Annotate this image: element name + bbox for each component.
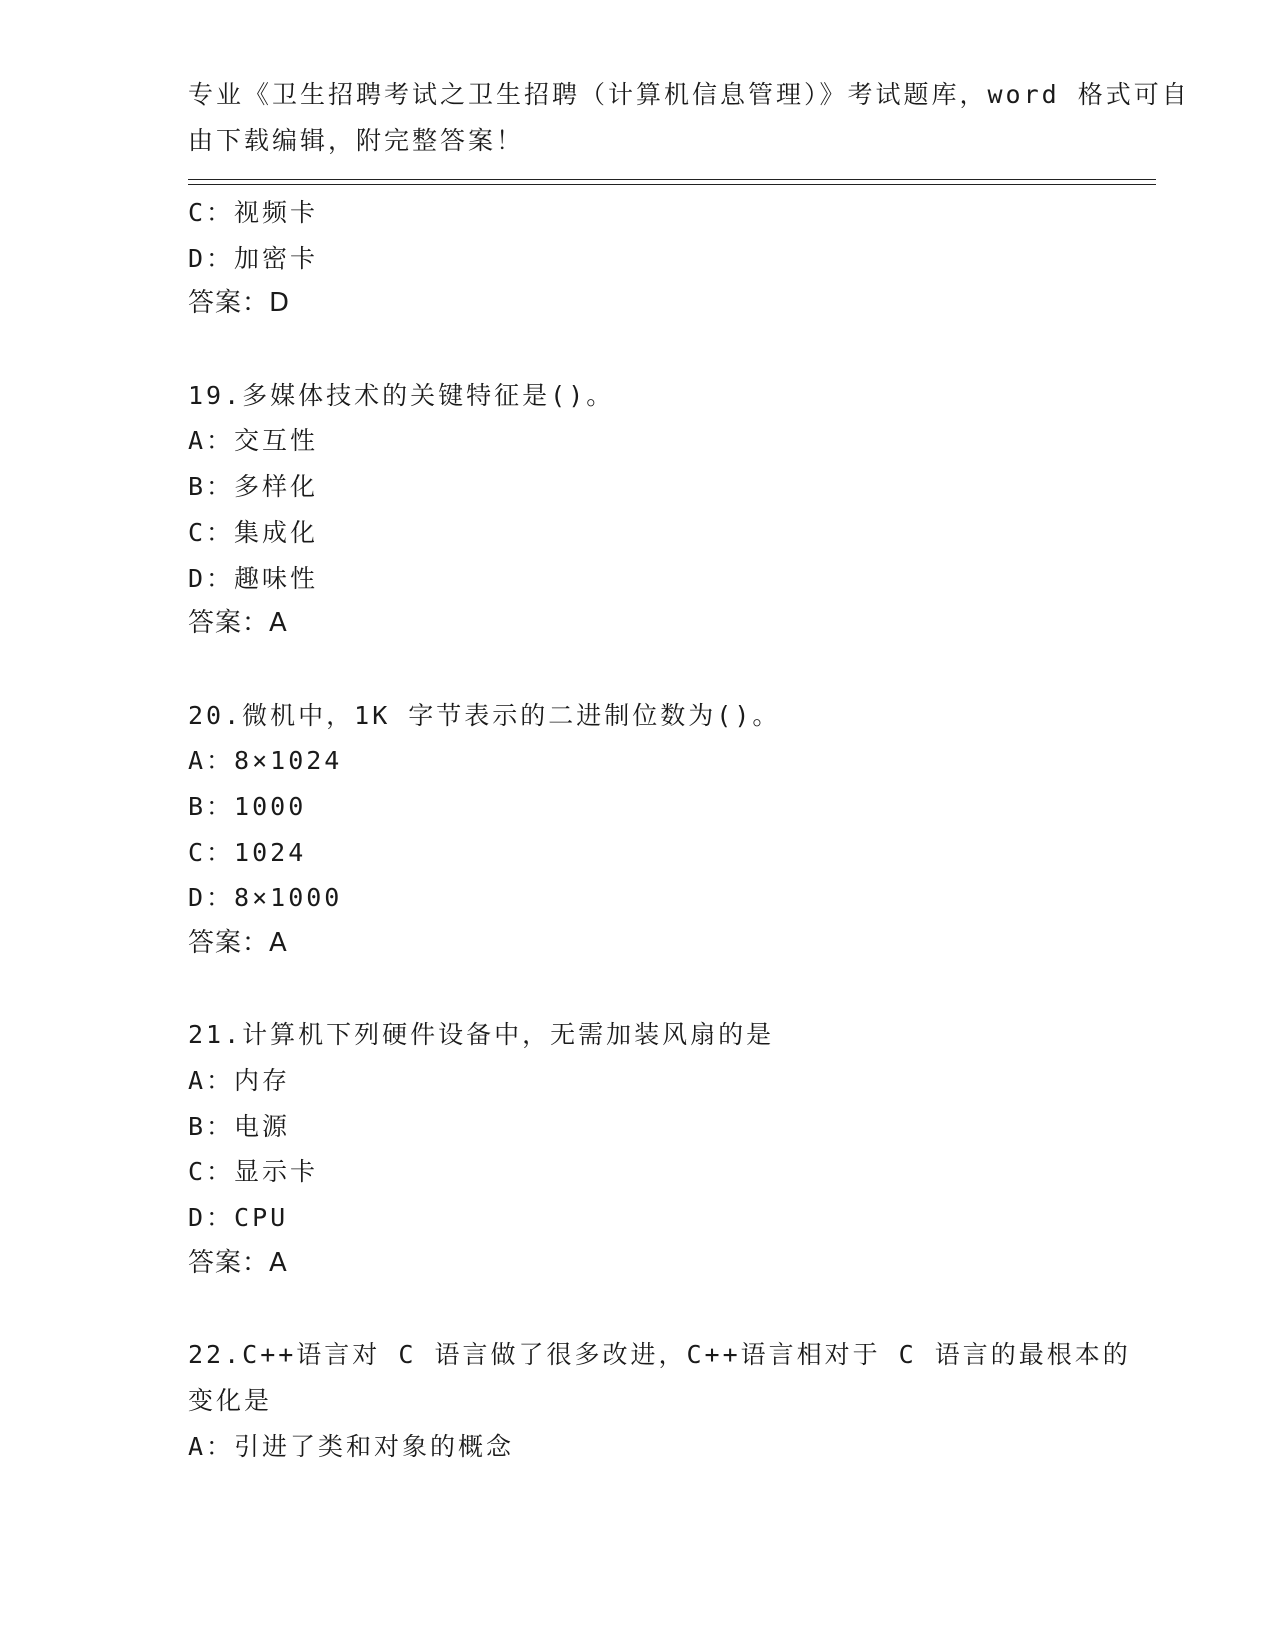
document-header [188, 72, 1190, 163]
question-block-21 [188, 1012, 1088, 1286]
question-text-line-1: 22.C++语言对 C 语言做了很多改进，C++语言相对于 C 语言的最根本的 [188, 1340, 1131, 1370]
header-divider-top [188, 179, 1156, 180]
option-a: A：8×1024 [188, 746, 343, 776]
answer-text: 答案：A [188, 1247, 288, 1278]
option-c: C：显示卡 [188, 1157, 319, 1187]
option-b: B：多样化 [188, 472, 319, 502]
question-text-line-2: 变化是 [188, 1385, 273, 1415]
question-block-19 [188, 373, 1088, 647]
option-a: A：交互性 [188, 426, 319, 456]
answer-text: 答案：A [188, 608, 288, 639]
option-d: D：CPU [188, 1203, 289, 1233]
option-a: A：引进了类和对象的概念 [188, 1431, 515, 1461]
option-b: B：1000 [188, 791, 307, 821]
question-block-20 [188, 693, 1088, 967]
option-d: D：加密卡 [188, 243, 319, 273]
option-d: D：趣味性 [188, 563, 319, 593]
question-text: 21.计算机下列硬件设备中，无需加装风扇的是 [188, 1020, 775, 1050]
option-c: C：集成化 [188, 517, 319, 547]
question-list [188, 190, 1131, 1469]
header-line-2: 由下载编辑，附完整答案！ [188, 125, 525, 155]
question-text: 20.微机中，1K 字节表示的二进制位数为()。 [188, 700, 781, 730]
option-d: D：8×1000 [188, 883, 343, 913]
question-text: 19.多媒体技术的关键特征是()。 [188, 380, 615, 410]
header-divider-bottom [188, 184, 1156, 185]
option-b: B：电源 [188, 1111, 291, 1141]
option-c: C：1024 [188, 837, 307, 867]
question-block-18 [188, 190, 1088, 327]
question-block-22 [188, 1332, 1131, 1469]
answer-text: 答案：D [188, 288, 291, 319]
answer-text: 答案：A [188, 928, 288, 958]
option-c: C：视频卡 [188, 198, 319, 227]
header-line-1: 专业《卫生招聘考试之卫生招聘（计算机信息管理）》考试题库，word 格式可自 [188, 80, 1190, 109]
option-a: A：内存 [188, 1066, 291, 1096]
